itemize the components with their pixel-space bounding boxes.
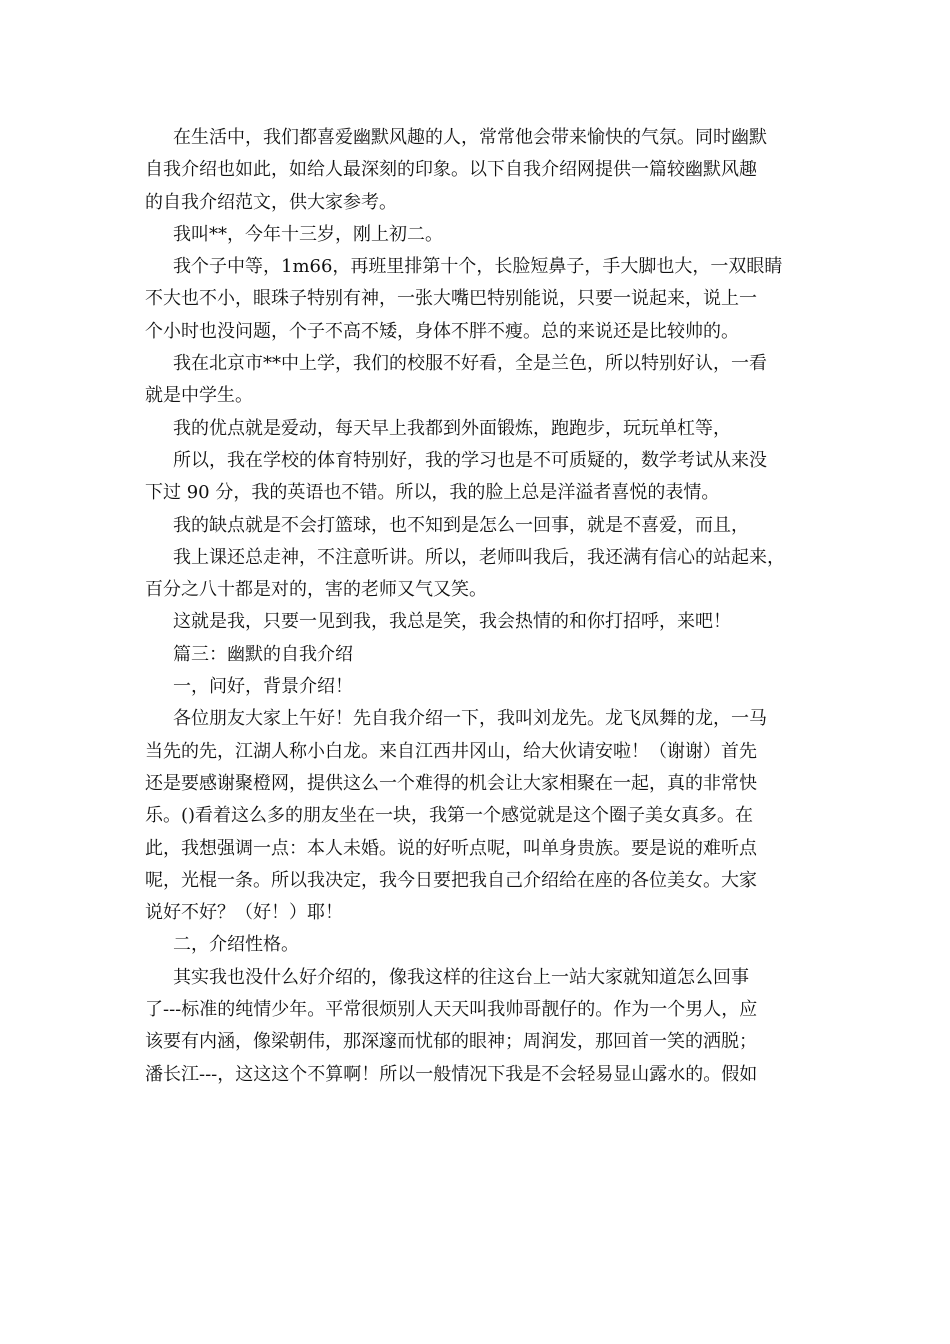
text-line: 篇三：幽默的自我介绍	[173, 643, 353, 665]
text-line: 乐。()看着这么多的朋友坐在一块，我第一个感觉就是这个圈子美女真多。在	[145, 805, 754, 827]
text-line: 此，我想强调一点：本人未婚。说的好听点呢，叫单身贵族。要是说的难听点	[145, 837, 757, 859]
text-line: 自我介绍也如此，如给人最深刻的印象。以下自我介绍网提供一篇较幽默风趣	[145, 159, 757, 181]
text-line: 个小时也没问题，个子不高不矮，身体不胖不瘦。总的来说还是比较帅的。	[145, 320, 739, 342]
text-line: 我的优点就是爱动，每天早上我都到外面锻炼，跑跑步，玩玩单杠等，	[173, 417, 731, 439]
text-line: 当先的先，江湖人称小白龙。来自江西井冈山，给大伙请安啦！（谢谢）首先	[145, 740, 757, 762]
text-line: 不大也不小，眼珠子特别有神，一张大嘴巴特别能说，只要一说起来，说上一	[145, 288, 757, 310]
text-line: 所以，我在学校的体育特别好，我的学习也是不可质疑的，数学考试从来没	[173, 449, 767, 471]
text-line: 我个子中等，1m66，再班里排第十个，长脸短鼻子，手大脚也大，一双眼睛	[173, 256, 783, 278]
text-line: 一，问好，背景介绍！	[173, 676, 353, 698]
text-line: 各位朋友大家上午好！先自我介绍一下，我叫刘龙先。龙飞凤舞的龙，一马	[173, 708, 767, 730]
text-line: 我的缺点就是不会打篮球，也不知到是怎么一回事，就是不喜爱，而且，	[173, 514, 749, 536]
text-line: 该要有内涵，像梁朝伟，那深邃而忧郁的眼神；周润发，那回首一笑的洒脱；	[145, 1031, 757, 1053]
text-line: 呢，光棍一条。所以我决定，我今日要把我自己介绍给在座的各位美女。大家	[145, 869, 757, 891]
text-line: 了---标准的纯情少年。平常很烦别人天天叫我帅哥靓仔的。作为一个男人，应	[145, 999, 758, 1021]
text-line: 我上课还总走神，不注意听讲。所以，老师叫我后，我还满有信心的站起来，	[173, 546, 785, 568]
text-line: 的自我介绍范文，供大家参考。	[145, 191, 397, 213]
text-line: 下过 90 分，我的英语也不错。所以，我的脸上总是洋溢者喜悦的表情。	[145, 482, 720, 504]
document-body	[145, 122, 815, 1091]
text-line: 说好不好？（好！）耶！	[145, 902, 343, 924]
text-line: 百分之八十都是对的，害的老师又气又笑。	[145, 579, 487, 601]
text-line: 我叫**，今年十三岁，刚上初二。	[173, 223, 443, 245]
text-line: 还是要感谢聚橙网，提供这么一个难得的机会让大家相聚在一起，真的非常快	[145, 772, 757, 794]
text-line: 潘长江---，这这这个不算啊！所以一般情况下我是不会轻易显山露水的。假如	[145, 1063, 758, 1085]
text-line: 二，介绍性格。	[173, 934, 299, 956]
text-line: 其实我也没什么好介绍的，像我这样的往这台上一站大家就知道怎么回事	[173, 966, 749, 988]
text-line: 就是中学生。	[145, 385, 253, 407]
text-line: 这就是我，只要一见到我，我总是笑，我会热情的和你打招呼，来吧！	[173, 611, 731, 633]
text-line: 我在北京市**中上学，我们的校服不好看，全是兰色，所以特别好认，一看	[173, 353, 767, 375]
text-line: 在生活中，我们都喜爱幽默风趣的人，常常他会带来愉快的气氛。同时幽默	[173, 127, 767, 148]
